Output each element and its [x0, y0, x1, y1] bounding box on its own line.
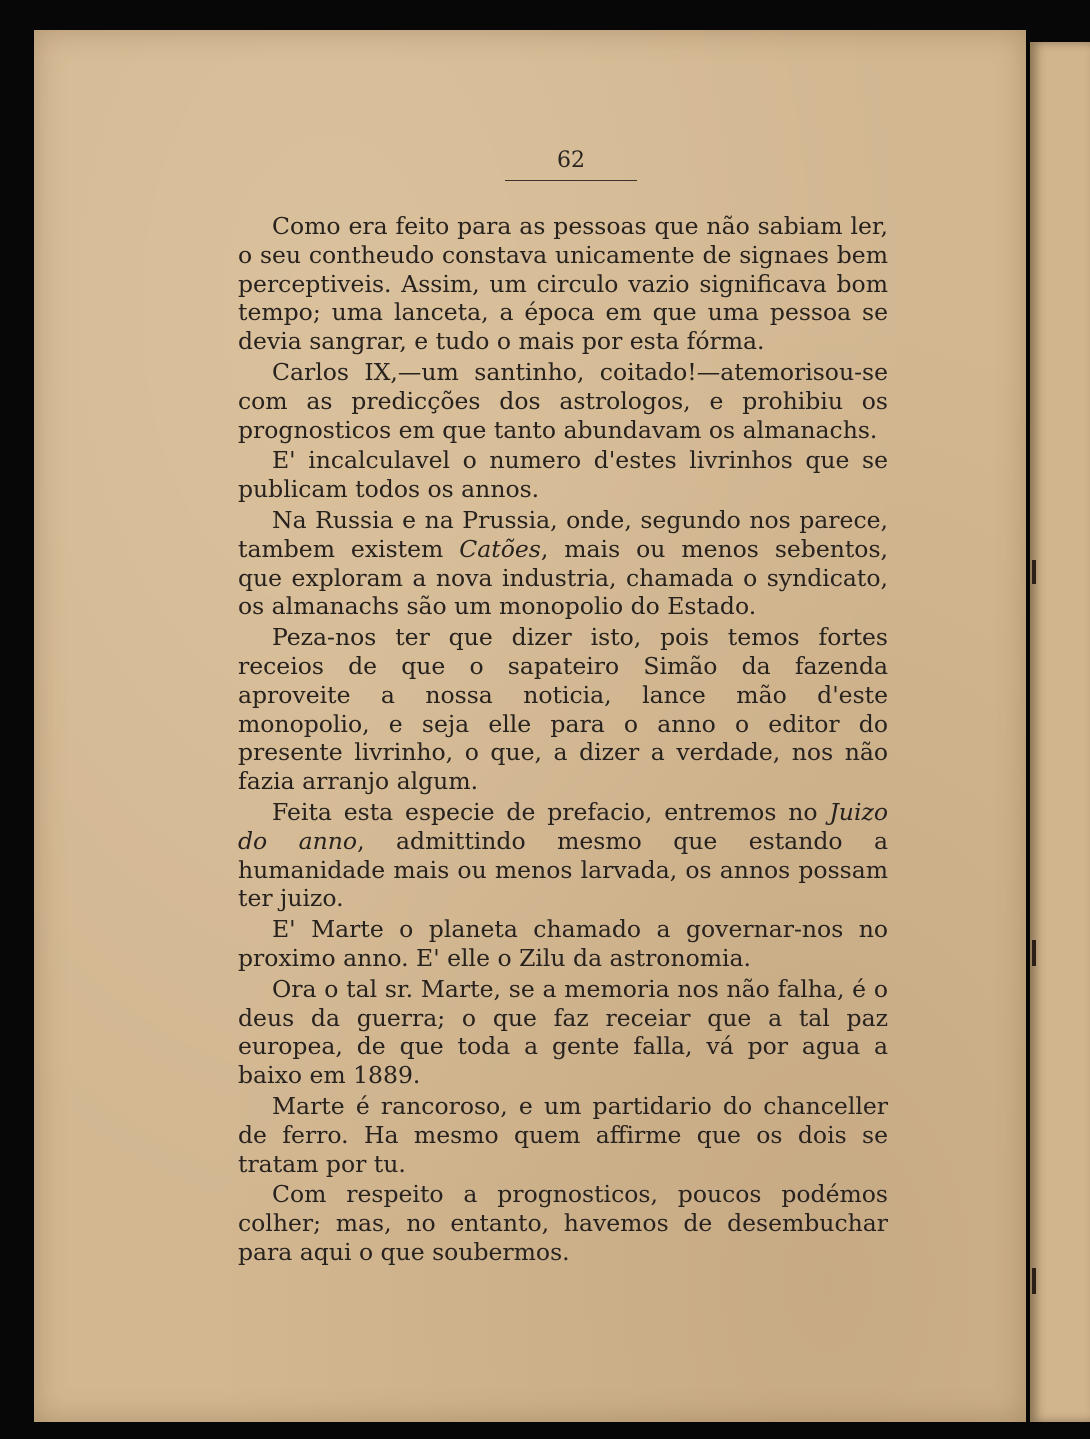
paragraph: Com respeito a prognosticos, poucos podémos colher; mas, no entanto, havemos de desembuchar para aqui o que soubermos. — [238, 1180, 888, 1266]
paragraph: Na Russia e na Prussia, onde, segundo nos parece, tambem existem Catões, mais ou menos sebentos, que exploram a nova industria, chamada o syndicato, os almanachs são um monopolio do Estado. — [238, 505, 888, 621]
paragraph: Como era feito para as pessoas que não sabiam ler, o seu contheudo constava unicamente de signaes bem perceptiveis. Assim, um circulo vazio significava bom tempo; uma lanceta, a época em que uma pessoa se devia sangrar, e tudo o mais por esta fórma. — [238, 212, 888, 356]
paragraph: Carlos IX,—um santinho, coitado!—atemorisou-se com as predicções dos astrologos, e prohibiu os prognosticos em que tanto abundavam os almanachs. — [238, 357, 888, 444]
paragraph: Marte é rancoroso, e um partidario do chanceller de ferro. Ha mesmo quem affirme que os dois se tratam por tu. — [238, 1091, 888, 1178]
italic-word: Catões — [459, 534, 541, 563]
binding-mark — [1032, 940, 1036, 966]
body-text — [238, 212, 888, 1269]
binding-mark — [1032, 560, 1036, 584]
italic-title: Juizo do anno — [238, 797, 888, 855]
page-number-rule — [505, 180, 637, 181]
paragraph: Ora o tal sr. Marte, se a memoria nos não falha, é o deus da guerra; o que faz receiar que a tal paz europea, de que toda a gente falla, vá por agua a baixo em 1889. — [238, 974, 888, 1090]
adjacent-page-edge — [1030, 42, 1090, 1422]
binding-mark — [1032, 1268, 1036, 1294]
paragraph: Feita esta especie de prefacio, entremos no Juizo do anno, admittindo mesmo que estando a humanidade mais ou menos larvada, os annos possam ter juizo. — [238, 797, 888, 913]
paragraph: E' Marte o planeta chamado a governar-nos no proximo anno. E' elle o Zilu da astronomia. — [238, 915, 888, 972]
page-number: 62 — [557, 148, 585, 173]
paragraph: Peza-nos ter que dizer isto, pois temos fortes receios de que o sapateiro Simão da fazenda aproveite a nossa noticia, lance mão d'este monopolio, e seja elle para o anno o editor do presente livrinho, o que, a dizer a verdade, nos não fazia arranjo algum. — [238, 623, 888, 796]
paragraph: E' incalculavel o numero d'estes livrinhos que se publicam todos os annos. — [238, 446, 888, 504]
